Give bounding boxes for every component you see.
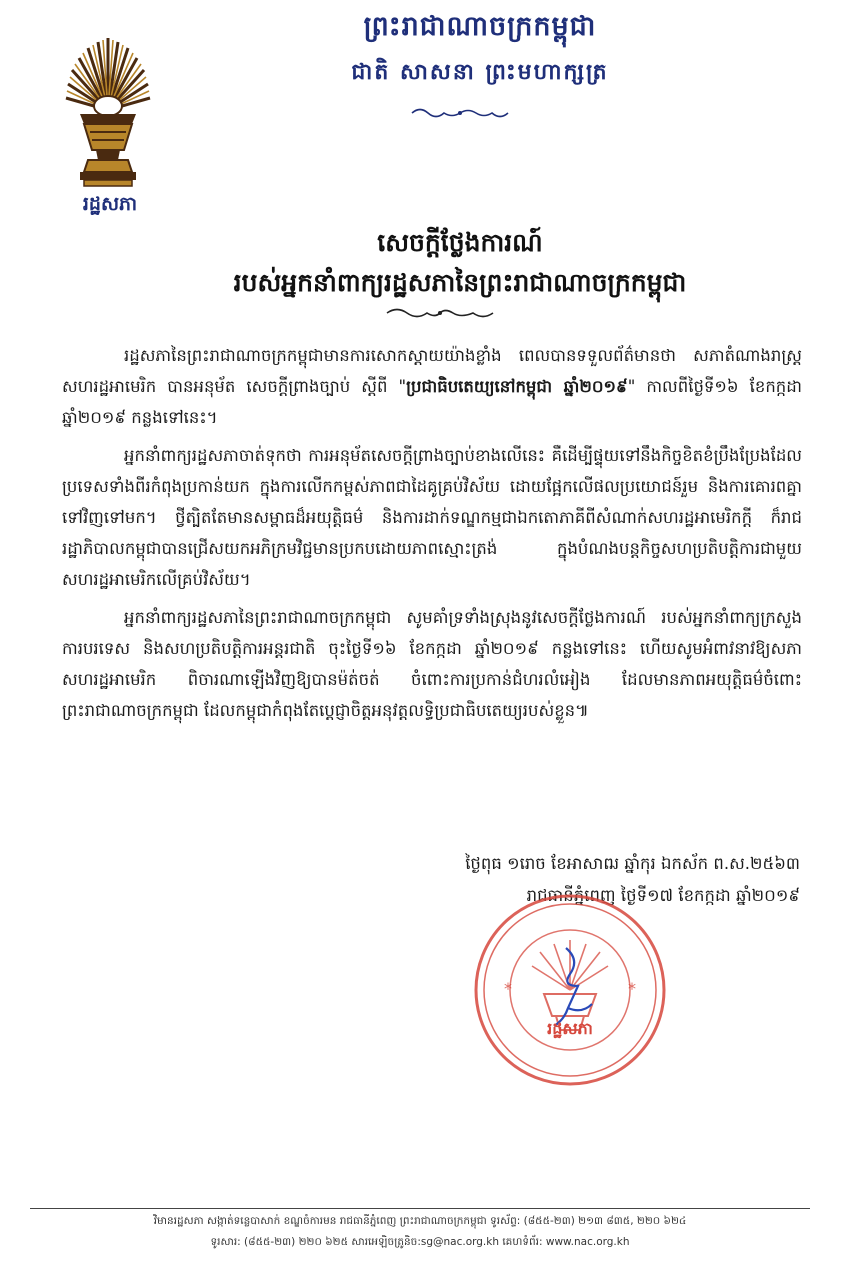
- ornament-divider-icon: [410, 106, 510, 120]
- official-seal-stamp-icon: [470, 890, 670, 1090]
- paragraph-text: " កាលពីថ្ងៃទី១៦ ខែកក្កដា ឆ្នាំ២០១៩ កន្លងទៅនេះ។: [62, 377, 802, 427]
- paragraph-3: [62, 602, 802, 726]
- paragraph-text: អ្នកនាំពាក្យរដ្ឋសភានៃព្រះរាជាណាចក្រកម្ពុជា សូមគាំទ្រទាំងស្រុងនូវសេចក្តីថ្លែងការណ៍ របស់អ្នកនាំពាក្យក្រសួងការបរទេស និងសហប្រតិបត្តិការអន្តរជាតិ ចុះថ្ងៃទី១៦ ខែកក្កដា ឆ្នាំ២០១៩ កន្លងទៅនេះ ហើយសូមអំពាវនាវឱ្យសភាសហរដ្ឋអាមេរិក ពិចារណាឡើងវិញឱ្យបានម៉ត់ចត់ ចំពោះការប្រកាន់ជំហរលំអៀង ដែលមានភាពអយុត្តិធម៌ចំពោះព្រះរាជាណាចក្រកម្ពុជា ដែលកម្ពុជាកំពុងតែប្តេជ្ញាចិត្តអនុវត្តលទ្ធិប្រជាធិបតេយ្យរបស់ខ្លួន៕: [62, 608, 802, 720]
- motto-heading: ជាតិ សាសនា ព្រះមហាក្សត្រ: [351, 60, 609, 85]
- paragraph-1: [62, 340, 802, 433]
- svg-text:*: *: [504, 979, 512, 998]
- document-title: សេចក្តីថ្លែងការណ៍: [377, 228, 543, 257]
- national-assembly-emblem-icon: [62, 32, 154, 192]
- paragraph-text: អ្នកនាំពាក្យរដ្ឋសភាចាត់ទុកថា ការអនុម័តសេចក្តីព្រាងច្បាប់ខាងលើនេះ គឺដើម្បីផ្ទុយទៅនឹងកិច្ចខិតខំប្រឹងប្រែងដែលប្រទេសទាំងពីរកំពុងប្រកាន់យក ក្នុងការលើកកម្ពស់ភាពជាដៃគូគ្រប់វិស័យ ដោយផ្អែកលើផលប្រយោជន៍រួម និងការគោរពគ្នាទៅវិញទៅមក។ ថ្វីត្បិតតែមានសម្ពាធដ៏អយុត្តិធម៌ និងការដាក់ទណ្ឌកម្មជាឯកតោភាគីពីសំណាក់សហរដ្ឋអាមេរិកក្តី ក៏រាជរដ្ឋាភិបាលកម្ពុជាបានជ្រើសយកអភិក្រមវិជ្ជមានប្រកបដោយភាពស្មោះត្រង់ ក្នុងបំណងបន្តកិច្ចសហប្រតិបត្តិការជាមួយសហរដ្ឋអាមេរិកលើគ្រប់វិស័យ។: [62, 446, 802, 589]
- stamp-label: រដ្ឋសភា: [547, 1019, 593, 1038]
- place-date: រាជធានីភ្នំពេញ ថ្ងៃទី១៧ ខែកក្កដា ឆ្នាំ២០១៩: [526, 886, 800, 905]
- footer-address: វិមានរដ្ឋសភា សង្កាត់ទន្លេបាសាក់ ខណ្ឌចំការមន រាជធានីភ្នំពេញ ព្រះរាជាណាចក្រកម្ពុជា ទូរស័ព្ទ: (៨៥៥-២៣) ២១៣ ៨៣៥, ២២០ ៦២៤: [153, 1215, 687, 1227]
- document-subtitle: របស់អ្នកនាំពាក្យរដ្ឋសភានៃព្រះរាជាណាចក្រកម្ពុជា: [233, 268, 687, 297]
- statement-body: [62, 340, 802, 733]
- kingdom-heading: ព្រះរាជាណាចក្រកម្ពុជា: [363, 11, 597, 42]
- ornament-divider-icon: [385, 306, 495, 320]
- bill-title-emphasis: ប្រជាធិបតេយ្យនៅកម្ពុជា ឆ្នាំ២០១៩: [406, 377, 628, 396]
- paragraph-2: [62, 440, 802, 595]
- paragraph-text: រដ្ឋសភានៃព្រះរាជាណាចក្រកម្ពុជាមានការសោកស្តាយយ៉ាងខ្លាំង ពេលបានទទួលព័ត៌មានថា សភាតំណាងរាស្ត្រសហរដ្ឋអាមេរិក បានអនុម័ត សេចក្តីព្រាងច្បាប់ ស្តីពី ": [62, 346, 802, 396]
- svg-text:*: *: [628, 979, 636, 998]
- footer-contact: ទូរសារ: (៨៥៥-២៣) ២២០ ៦២៥ សារអេឡិចត្រូនិច:sg@nac.org.kh គេហទំព័រ: www.nac.org.kh: [210, 1236, 630, 1248]
- lunar-date: ថ្ងៃពុធ ១រោច ខែអាសាឍ ឆ្នាំកុរ ឯកស័ក ព.ស.២៥៦៣: [465, 854, 800, 873]
- emblem-label: រដ្ឋសភា: [82, 193, 138, 215]
- footer-divider: [30, 1208, 810, 1209]
